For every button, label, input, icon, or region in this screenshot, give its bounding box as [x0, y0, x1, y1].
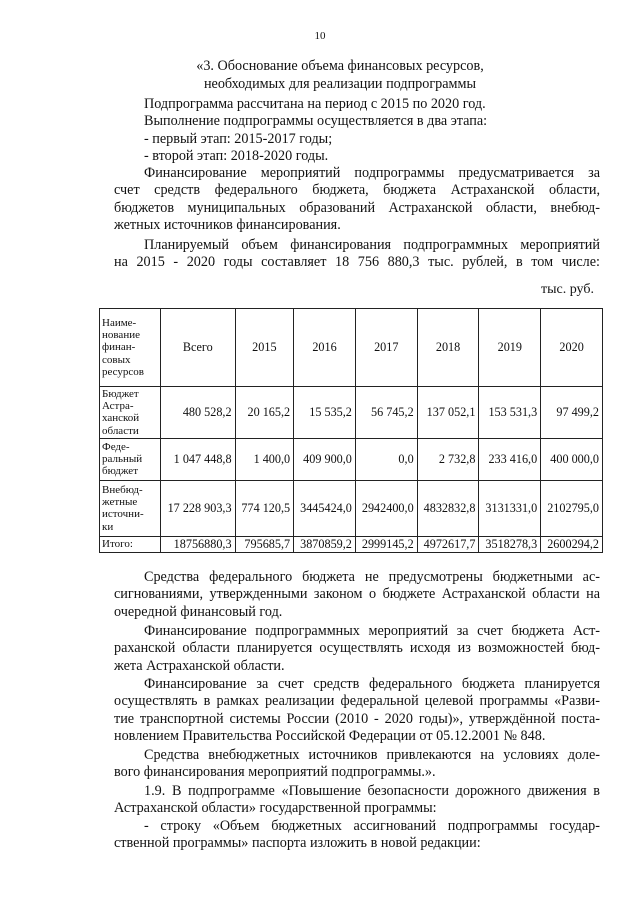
- header-cell-2019: 2019: [479, 309, 541, 387]
- text-line: на 2015 - 2020 годы составляет 18 756 880,3 тыс. рублей, в том числе:: [114, 254, 600, 271]
- cell-2020: 97 499,2: [541, 387, 603, 439]
- text-line: Средства внебюджетных источников привлекаются на условиях доле-: [144, 747, 600, 763]
- text-line: - второй этап: 2018-2020 годы.: [144, 148, 329, 165]
- cell-2017: 2999145,2: [355, 536, 417, 552]
- table-row: [100, 387, 603, 439]
- text-line: вого финансирования мероприятий подпрограммы.».: [114, 764, 436, 781]
- text-line: Финансирование мероприятий подпрограммы предусматривается за: [144, 165, 600, 181]
- text-line: 1.9. В подпрограмме «Повышение безопасности дорожного движения в: [144, 783, 600, 799]
- row-name-cell: Итого:: [100, 536, 161, 552]
- text-line: Астраханской области» государственной программы:: [114, 800, 437, 817]
- text-line: очередной финансовый год.: [114, 603, 283, 620]
- text-line: жета Астраханской области.: [114, 657, 285, 674]
- section-1-9: [114, 783, 600, 853]
- header-cell-total: Всего: [161, 309, 236, 387]
- text-line: жетных источников финансирования.: [114, 217, 341, 234]
- planned-paragraph: [114, 237, 600, 272]
- financing-paragraph: [114, 165, 600, 235]
- heading-line: «3. Обоснование объема финансовых ресурсов,: [196, 58, 484, 74]
- cell-2018: 4972617,7: [417, 536, 479, 552]
- header-cell-2016: 2016: [294, 309, 356, 387]
- text-line: Финансирование за счет средств федерального бюджета планируется: [144, 676, 600, 692]
- cell-2017: 2942400,0: [355, 480, 417, 536]
- cell-2020: 2600294,2: [541, 536, 603, 552]
- cell-2018: 4832832,8: [417, 480, 479, 536]
- text-line: счет средств федерального бюджета, бюджета Астраханской области,: [114, 182, 600, 199]
- cell-total: 1 047 448,8: [161, 438, 236, 480]
- row-name-cell: Феде- ральный бюджет: [100, 438, 161, 480]
- extrabudget-paragraph: [114, 747, 600, 782]
- cell-total: 17 228 903,3: [161, 480, 236, 536]
- text-line: Планируемый объем финансирования подпрограммных мероприятий: [144, 237, 600, 253]
- cell-2016: 3870859,2: [294, 536, 356, 552]
- federal-note-paragraph: [114, 569, 600, 621]
- cell-2019: 3518278,3: [479, 536, 541, 552]
- cell-2019: 233 416,0: [479, 438, 541, 480]
- text-line: - строку «Объем бюджетных ассигнований подпрограммы государ-: [144, 817, 600, 834]
- financing-table: [99, 308, 603, 553]
- cell-2015: 795685,7: [235, 536, 294, 552]
- cell-2020: 400 000,0: [541, 438, 603, 480]
- text-line: Выполнение подпрограммы осуществляется в два этапа:: [144, 113, 488, 130]
- row-name-cell: Внебюд- жетные источни- ки: [100, 480, 161, 536]
- cell-2020: 2102795,0: [541, 480, 603, 536]
- text-line: бюджетов муниципальных образований Астраханской области, внебюд-: [114, 199, 600, 216]
- cell-2016: 3445424,0: [294, 480, 356, 536]
- cell-2019: 3131331,0: [479, 480, 541, 536]
- cell-2018: 137 052,1: [417, 387, 479, 439]
- text-line: раханской области планируется осуществлять исходя из возможностей бюд-: [114, 640, 600, 657]
- heading-line: необходимых для реализации подпрограммы: [203, 75, 477, 92]
- cell-total: 480 528,2: [161, 387, 236, 439]
- text-line: новлением Правительства Российской Федерации от 05.12.2001 № 848.: [114, 728, 546, 745]
- header-cell-name: Наиме- нование финан- совых ресурсов: [100, 309, 161, 387]
- text-line: тие транспортной системы России (2010 - 2020 годы)», утверждённой поста-: [114, 710, 600, 727]
- text-line: Средства федерального бюджета не предусмотрены бюджетными ас-: [144, 569, 600, 585]
- header-cell-2018: 2018: [417, 309, 479, 387]
- table-header-row: [100, 309, 603, 387]
- text-line: Подпрограмма рассчитана на период с 2015 по 2020 год.: [144, 96, 486, 112]
- text-line: Финансирование подпрограммных мероприятий за счет бюджета Аст-: [144, 623, 600, 639]
- cell-2015: 774 120,5: [235, 480, 294, 536]
- text-line: осуществлять в рамках реализации федеральной целевой программы «Разви-: [114, 693, 600, 710]
- intro-block: [144, 96, 604, 166]
- text-line: - первый этап: 2015-2017 годы;: [144, 130, 333, 147]
- cell-2015: 1 400,0: [235, 438, 294, 480]
- text-line: сигнованиями, утвержденными законом о бюджете Астраханской области на: [114, 586, 600, 603]
- header-cell-2017: 2017: [355, 309, 417, 387]
- units-label: тыс. руб.: [541, 282, 594, 297]
- header-cell-2015: 2015: [235, 309, 294, 387]
- table-row: [100, 438, 603, 480]
- cell-2015: 20 165,2: [235, 387, 294, 439]
- cell-2018: 2 732,8: [417, 438, 479, 480]
- table-total-row: [100, 536, 603, 552]
- cell-2019: 153 531,3: [479, 387, 541, 439]
- cell-2017: 56 745,2: [355, 387, 417, 439]
- text-line: ственной программы» паспорта изложить в новой редакции:: [114, 835, 481, 852]
- cell-total: 18756880,3: [161, 536, 236, 552]
- cell-2016: 15 535,2: [294, 387, 356, 439]
- cell-2016: 409 900,0: [294, 438, 356, 480]
- row-name-cell: Бюджет Астра- ханской области: [100, 387, 161, 439]
- header-cell-2020: 2020: [541, 309, 603, 387]
- table-row: [100, 480, 603, 536]
- federal-paragraph: [114, 676, 600, 746]
- cell-2017: 0,0: [355, 438, 417, 480]
- regional-paragraph: [114, 623, 600, 675]
- section-heading: [150, 58, 530, 93]
- page-number: 10: [314, 30, 326, 42]
